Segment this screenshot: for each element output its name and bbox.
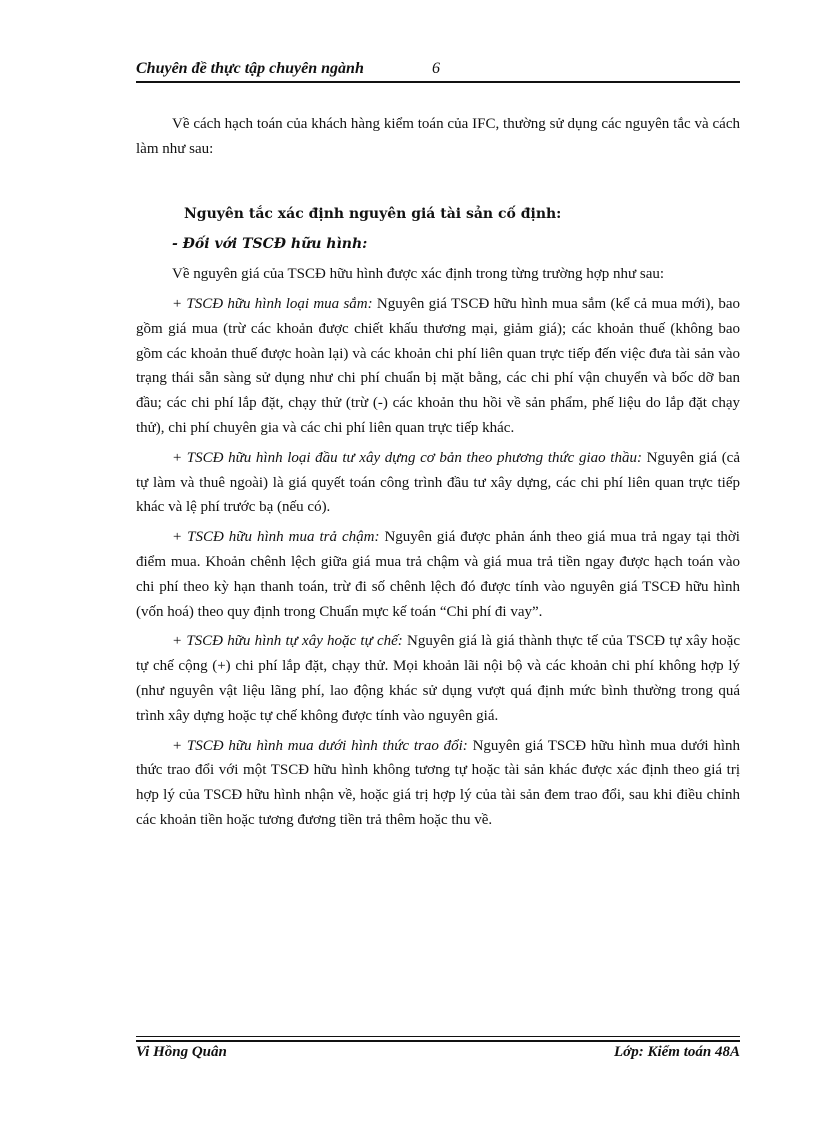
subheading-paragraph bbox=[136, 232, 740, 257]
item-paragraph bbox=[136, 446, 740, 520]
item-paragraph bbox=[136, 629, 740, 728]
header-rule bbox=[136, 81, 740, 83]
subheading: - Đối với TSCĐ hữu hình: bbox=[172, 236, 368, 253]
page-header bbox=[136, 58, 740, 82]
item-text: Nguyên giá TSCĐ hữu hình mua sắm (kể cả mua mới), bao gồm giá mua (trừ các khoản được chiết khấu thương mại, giảm giá); các khoản thuế (không bao gồm các khoản thuế được hoàn lại) và các khoản chi phí liên quan trực tiếp đến việc đưa tài sản vào trạng thái sẵn sàng sử dụng như chi phí chuẩn bị mặt bằng, các chi phí vận chuyển và bốc dỡ ban đầu; các chi phí lắp đặt, chạy thử (trừ (-) các khoản thu hồi về sản phẩm, phế liệu do lắp đặt chạy thử), chi phí chuyên gia và các chi phí liên quan trực tiếp khác. bbox=[136, 295, 740, 436]
header-title: Chuyên đề thực tập chuyên ngành bbox=[136, 60, 364, 77]
item-paragraph bbox=[136, 292, 740, 441]
item-text: Nguyên giá TSCĐ hữu hình mua dưới hình thức trao đổi với một TSCĐ hữu hình không tương tự hoặc tài sản khác được xác định theo giá trị hợp lý của TSCĐ hữu hình nhận về, hoặc giá trị hợp lý của tài sản đem trao đổi, sau khi điều chỉnh các khoản tiền hoặc tương đương tiền trả thêm hoặc thu về. bbox=[136, 737, 740, 828]
item-label: + TSCĐ hữu hình tự xây hoặc tự chế: bbox=[172, 633, 403, 650]
item-text: Nguyên giá là giá thành thực tế của TSCĐ tự xây hoặc tự chế cộng (+) chi phí lắp đặt, chạy thử. Mọi khoản lãi nội bộ và các khoản chi phí không hợp lý (như nguyên vật liệu lãng phí, lao động khác sử dụng vượt quá định mức bình thường trong quá trình xây dựng hoặc tự chế không được tính vào nguyên giá. bbox=[136, 633, 740, 724]
item-label: + TSCĐ hữu hình loại mua sắm: bbox=[172, 295, 373, 312]
item-paragraph bbox=[136, 525, 740, 624]
footer-author: Vi Hồng Quân bbox=[136, 1044, 227, 1060]
footer-class: Lớp: Kiểm toán 48A bbox=[614, 1044, 740, 1060]
intro-paragraph: Về cách hạch toán của khách hàng kiểm toán của IFC, thường sử dụng các nguyên tắc và cách làm như sau: bbox=[136, 116, 740, 157]
item-label: + TSCĐ hữu hình loại đầu tư xây dựng cơ bản theo phương thức giao thầu: bbox=[172, 449, 642, 466]
item-paragraph bbox=[136, 734, 740, 833]
item-text: Nguyên giá được phản ánh theo giá mua trả ngay tại thời điểm mua. Khoản chênh lệch giữa giá mua trả chậm và giá mua trả tiền ngay được hạch toán vào chi phí theo kỳ hạn thanh toán, trừ đi số chênh lệch đó được tính vào nguyên giá TSCĐ hữu hình (vốn hoá) theo quy định trong Chuẩn mực kế toán “Chi phí đi vay”. bbox=[136, 529, 740, 620]
page-number: 6 bbox=[432, 60, 440, 77]
item-label: + TSCĐ hữu hình mua trả chậm: bbox=[172, 529, 380, 546]
item-text: Nguyên giá (cả tự làm và thuê ngoài) là giá quyết toán công trình đầu tư xây dựng, các chi phí liên quan trực tiếp khác và lệ phí trước bạ (nếu có). bbox=[136, 449, 740, 516]
item-label: + TSCĐ hữu hình mua dưới hình thức trao đổi: bbox=[172, 737, 468, 754]
footer-rule-thick bbox=[136, 1040, 740, 1042]
section-heading: Nguyên tắc xác định nguyên giá tài sản cố định: bbox=[184, 205, 562, 222]
lead-paragraph: Về nguyên giá của TSCĐ hữu hình được xác định trong từng trường hợp như sau: bbox=[172, 266, 665, 283]
document-body bbox=[136, 112, 740, 838]
footer-rule-thin bbox=[136, 1036, 740, 1037]
